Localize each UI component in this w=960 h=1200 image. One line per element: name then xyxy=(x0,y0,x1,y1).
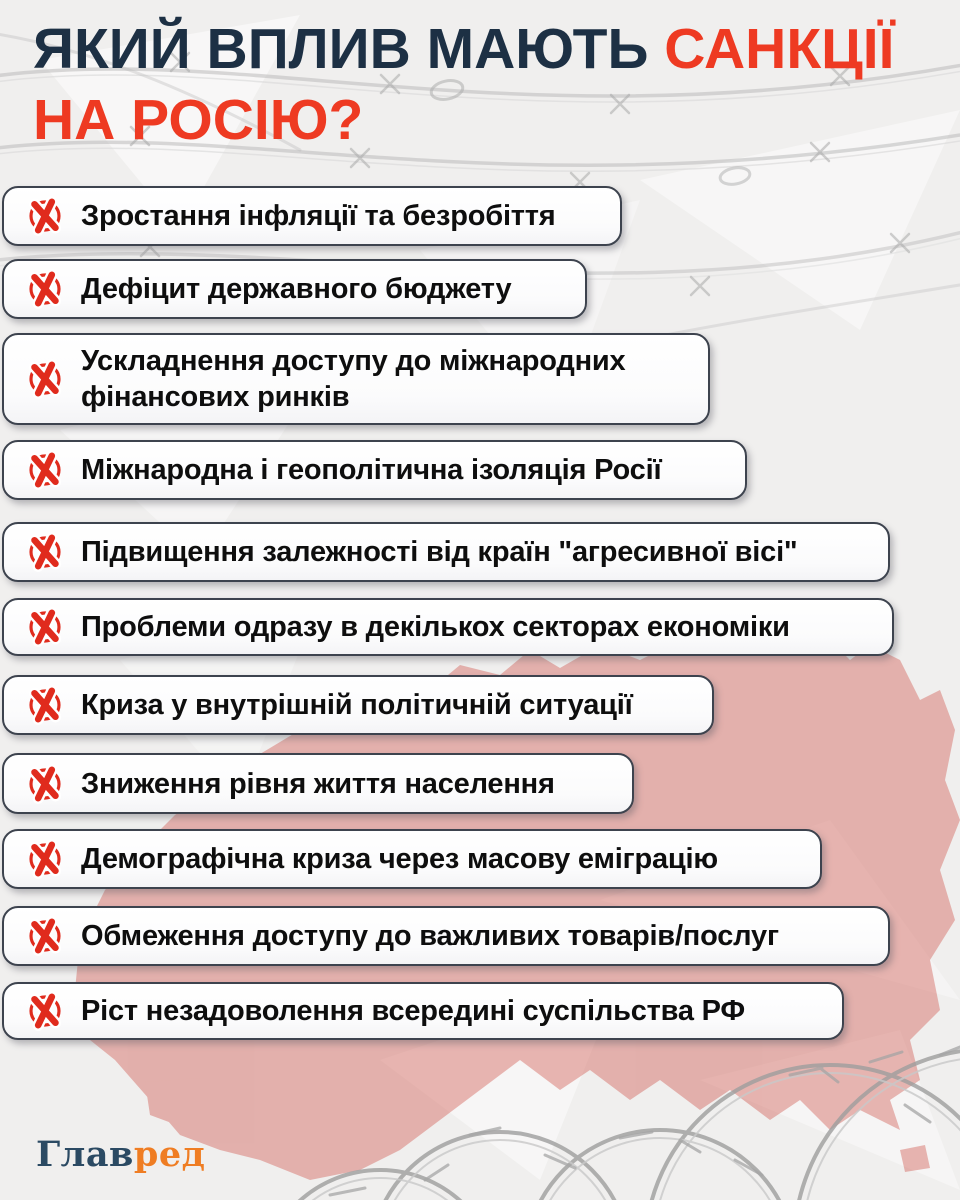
sanction-item xyxy=(2,753,634,814)
crossed-circle-icon xyxy=(24,763,66,805)
sanction-item-label: Підвищення залежності від країн "агресивної вісі" xyxy=(81,536,798,568)
sanction-item xyxy=(2,829,822,889)
crossed-circle-icon xyxy=(24,358,66,400)
title-dark-text: ЯКИЙ ВПЛИВ МАЮТЬ xyxy=(33,17,665,81)
sanction-item-label: Демографічна криза через масову еміграцію xyxy=(81,843,718,875)
sanction-item xyxy=(2,440,747,500)
page-title xyxy=(33,14,894,156)
sanction-item xyxy=(2,259,587,319)
sanction-item-label: Ріст незадоволення всередині суспільства РФ xyxy=(81,995,745,1027)
sanction-item-label: Криза у внутрішній політичній ситуації xyxy=(81,689,633,721)
crossed-circle-icon xyxy=(24,606,66,648)
crossed-circle-icon xyxy=(24,195,66,237)
crossed-circle-icon xyxy=(24,915,66,957)
title-line2: НА РОСІЮ? xyxy=(33,88,364,152)
sanction-item xyxy=(2,982,844,1040)
sanction-item-label: Зниження рівня життя населення xyxy=(81,767,555,800)
logo-accent-part: ред xyxy=(133,1134,206,1175)
sanction-item-label: Обмеження доступу до важливих товарів/послуг xyxy=(81,920,779,952)
sanction-item-label: Дефіцит державного бюджету xyxy=(81,273,512,305)
sanction-item xyxy=(2,906,890,966)
sanction-item xyxy=(2,333,710,425)
sanction-item-label: Зростання інфляції та безробіття xyxy=(81,200,556,232)
crossed-circle-icon xyxy=(24,449,66,491)
title-red-text: САНКЦІЇ xyxy=(664,17,895,81)
sanction-item xyxy=(2,186,622,246)
sanction-item-label: Міжнародна і геополітична ізоляція Росії xyxy=(81,454,662,486)
sanction-item-label: Проблеми одразу в декількох секторах економіки xyxy=(81,611,790,643)
sanction-item xyxy=(2,522,890,582)
glavred-logo xyxy=(36,1134,205,1175)
crossed-circle-icon xyxy=(24,268,66,310)
crossed-circle-icon xyxy=(24,531,66,573)
crossed-circle-icon xyxy=(24,838,66,880)
sanction-item xyxy=(2,598,894,656)
sanction-item xyxy=(2,675,714,735)
logo-dark-part: Глав xyxy=(36,1134,134,1175)
sanction-item-label: Ускладнення доступу до міжнародних фінансових ринків xyxy=(81,345,626,413)
crossed-circle-icon xyxy=(24,990,66,1032)
crossed-circle-icon xyxy=(24,684,66,726)
